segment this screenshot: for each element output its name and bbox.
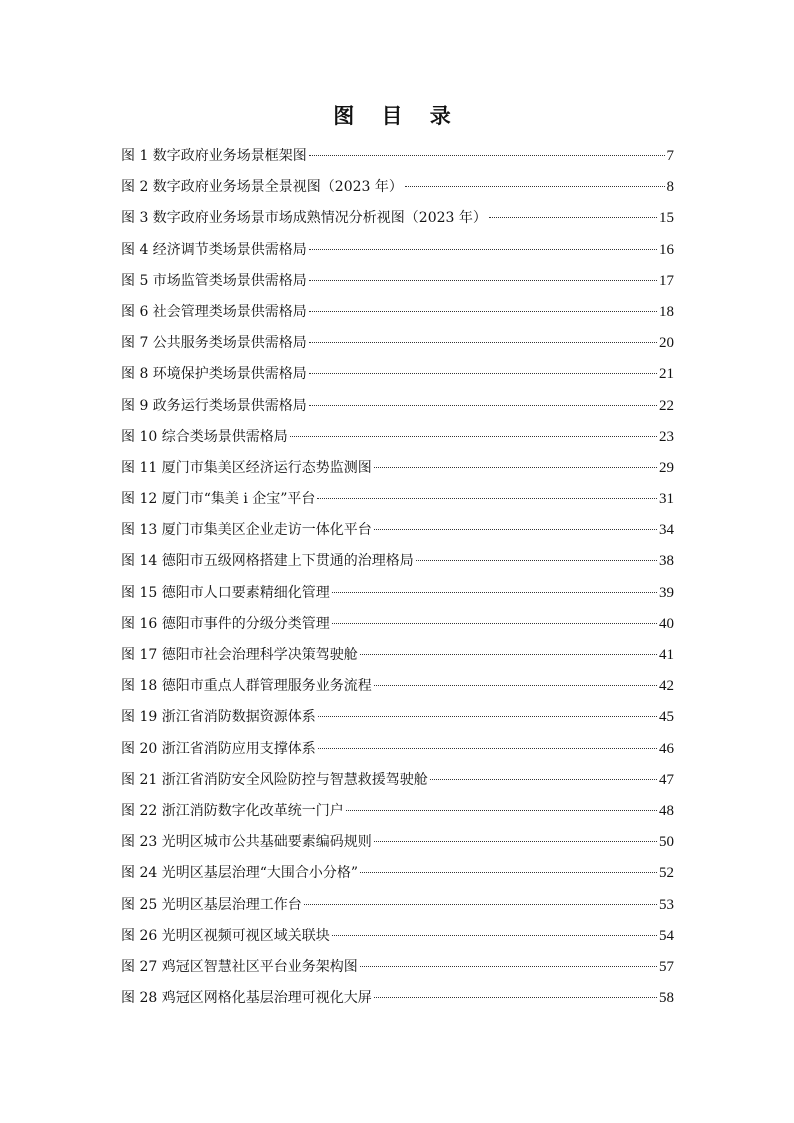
dot-leader: [360, 872, 657, 873]
toc-entry[interactable]: [121, 952, 674, 983]
toc-entry-label: 图 21 浙江省消防安全风险防控与智慧救援驾驶舱: [121, 771, 428, 788]
toc-entry[interactable]: [121, 858, 674, 889]
toc-entry-label: 图 1 数字政府业务场景框架图: [121, 148, 307, 164]
toc-entry-page: 34: [659, 522, 674, 539]
toc-entry-label: 图 3 数字政府业务场景市场成熟情况分析视图（2023 年）: [121, 210, 487, 227]
toc-entry-page: 31: [659, 491, 674, 508]
toc-entry-page: 7: [666, 148, 674, 164]
dot-leader: [332, 935, 657, 936]
dot-leader: [309, 342, 657, 343]
toc-entry[interactable]: [121, 422, 674, 453]
toc-entry-label: 图 26 光明区视频可视区域关联块: [121, 927, 330, 944]
dot-leader: [309, 155, 665, 156]
dot-leader: [290, 436, 657, 437]
toc-entry[interactable]: [121, 983, 674, 1014]
toc-entry[interactable]: [121, 359, 674, 390]
dot-leader: [374, 841, 657, 842]
toc-entry-page: 41: [659, 647, 674, 663]
toc-entry-page: 22: [659, 397, 674, 414]
toc-entry-page: 15: [659, 210, 674, 227]
toc-entry-label: 图 7 公共服务类场景供需格局: [121, 335, 307, 352]
toc-entry[interactable]: [121, 640, 674, 671]
toc-entry[interactable]: [121, 765, 674, 796]
toc-entry[interactable]: [121, 328, 674, 359]
dot-leader: [374, 997, 657, 998]
toc-entry[interactable]: [121, 141, 674, 172]
toc-entry[interactable]: [121, 702, 674, 733]
toc-entry[interactable]: [121, 796, 674, 827]
toc-entry-page: 54: [659, 927, 674, 944]
dot-leader: [405, 186, 665, 187]
toc-entry-page: 48: [659, 802, 674, 819]
dot-leader: [318, 716, 657, 717]
toc-entry[interactable]: [121, 235, 674, 266]
dot-leader: [346, 810, 657, 811]
toc-entry-page: 53: [659, 896, 674, 913]
dot-leader: [309, 249, 657, 250]
toc-entry-label: 图 27 鸡冠区智慧社区平台业务架构图: [121, 958, 358, 975]
dot-leader: [374, 529, 657, 530]
toc-entry-label: 图 22 浙江消防数字化改革统一门户: [121, 802, 344, 819]
toc-entry-label: 图 28 鸡冠区网格化基层治理可视化大屏: [121, 990, 372, 1007]
toc-entry-page: 29: [659, 459, 674, 476]
toc-entry-page: 17: [659, 272, 674, 289]
toc-entry-label: 图 2 数字政府业务场景全景视图（2023 年）: [121, 179, 403, 196]
toc-entry[interactable]: [121, 515, 674, 546]
toc-entry-page: 39: [659, 584, 674, 601]
toc-entry-page: 47: [659, 771, 674, 788]
toc-entry[interactable]: [121, 734, 674, 765]
toc-entry-page: 46: [659, 740, 674, 757]
toc-entry-page: 38: [659, 553, 674, 570]
toc-entry-label: 图 12 厦门市“集美 i 企宝”平台: [121, 491, 316, 508]
dot-leader: [317, 498, 657, 499]
toc-entry[interactable]: [121, 578, 674, 609]
dot-leader: [309, 373, 657, 374]
toc-entry-page: 20: [659, 335, 674, 352]
toc-entry-label: 图 18 德阳市重点人群管理服务业务流程: [121, 678, 372, 695]
toc-entry[interactable]: [121, 671, 674, 702]
page-title: 图 目 录: [333, 104, 461, 128]
toc-entry-page: 8: [666, 179, 674, 196]
toc-entry-page: 50: [659, 834, 674, 851]
toc-entry-label: 图 6 社会管理类场景供需格局: [121, 303, 307, 320]
dot-leader: [309, 311, 657, 312]
toc-entry-label: 图 24 光明区基层治理“大围合小分格”: [121, 865, 359, 882]
figure-list: [121, 141, 674, 1014]
toc-entry-page: 57: [659, 958, 674, 975]
toc-entry-label: 图 10 综合类场景供需格局: [121, 428, 288, 445]
dot-leader: [304, 904, 657, 905]
toc-entry-label: 图 17 德阳市社会治理科学决策驾驶舱: [121, 647, 358, 663]
toc-entry[interactable]: [121, 297, 674, 328]
toc-entry-label: 图 8 环境保护类场景供需格局: [121, 366, 307, 383]
toc-entry-label: 图 25 光明区基层治理工作台: [121, 896, 302, 913]
dot-leader: [430, 779, 657, 780]
dot-leader: [360, 654, 657, 655]
toc-entry[interactable]: [121, 172, 674, 203]
toc-entry-page: 58: [659, 990, 674, 1007]
toc-entry[interactable]: [121, 827, 674, 858]
toc-entry[interactable]: [121, 890, 674, 921]
toc-entry-label: 图 15 德阳市人口要素精细化管理: [121, 584, 330, 601]
toc-entry-page: 42: [659, 678, 674, 695]
toc-entry[interactable]: [121, 609, 674, 640]
dot-leader: [374, 467, 657, 468]
toc-entry-label: 图 23 光明区城市公共基础要素编码规则: [121, 834, 372, 851]
toc-entry[interactable]: [121, 484, 674, 515]
toc-entry-label: 图 16 德阳市事件的分级分类管理: [121, 615, 330, 632]
toc-entry-page: 45: [659, 709, 674, 726]
dot-leader: [309, 405, 657, 406]
toc-entry-page: 21: [659, 366, 674, 383]
toc-entry-label: 图 11 厦门市集美区经济运行态势监测图: [121, 459, 372, 476]
toc-entry-label: 图 19 浙江省消防数据资源体系: [121, 709, 316, 726]
toc-entry[interactable]: [121, 921, 674, 952]
dot-leader: [318, 748, 657, 749]
dot-leader: [332, 623, 657, 624]
toc-entry-page: 40: [659, 615, 674, 632]
toc-entry[interactable]: [121, 266, 674, 297]
toc-entry-label: 图 13 厦门市集美区企业走访一体化平台: [121, 522, 372, 539]
toc-entry[interactable]: [121, 203, 674, 234]
toc-entry-label: 图 20 浙江省消防应用支撑体系: [121, 740, 316, 757]
toc-entry[interactable]: [121, 391, 674, 422]
dot-leader: [332, 592, 657, 593]
toc-entry[interactable]: [121, 546, 674, 577]
toc-entry-label: 图 4 经济调节类场景供需格局: [121, 241, 307, 258]
dot-leader: [309, 280, 657, 281]
toc-entry-page: 16: [659, 241, 674, 258]
dot-leader: [416, 560, 657, 561]
toc-entry-page: 18: [659, 303, 674, 320]
dot-leader: [374, 685, 657, 686]
dot-leader: [489, 217, 657, 218]
dot-leader: [360, 966, 657, 967]
toc-entry[interactable]: [121, 453, 674, 484]
toc-entry-label: 图 14 德阳市五级网格搭建上下贯通的治理格局: [121, 553, 414, 570]
toc-entry-label: 图 5 市场监管类场景供需格局: [121, 272, 307, 289]
toc-entry-label: 图 9 政务运行类场景供需格局: [121, 397, 307, 414]
toc-entry-page: 52: [659, 865, 674, 882]
toc-entry-page: 23: [659, 428, 674, 445]
